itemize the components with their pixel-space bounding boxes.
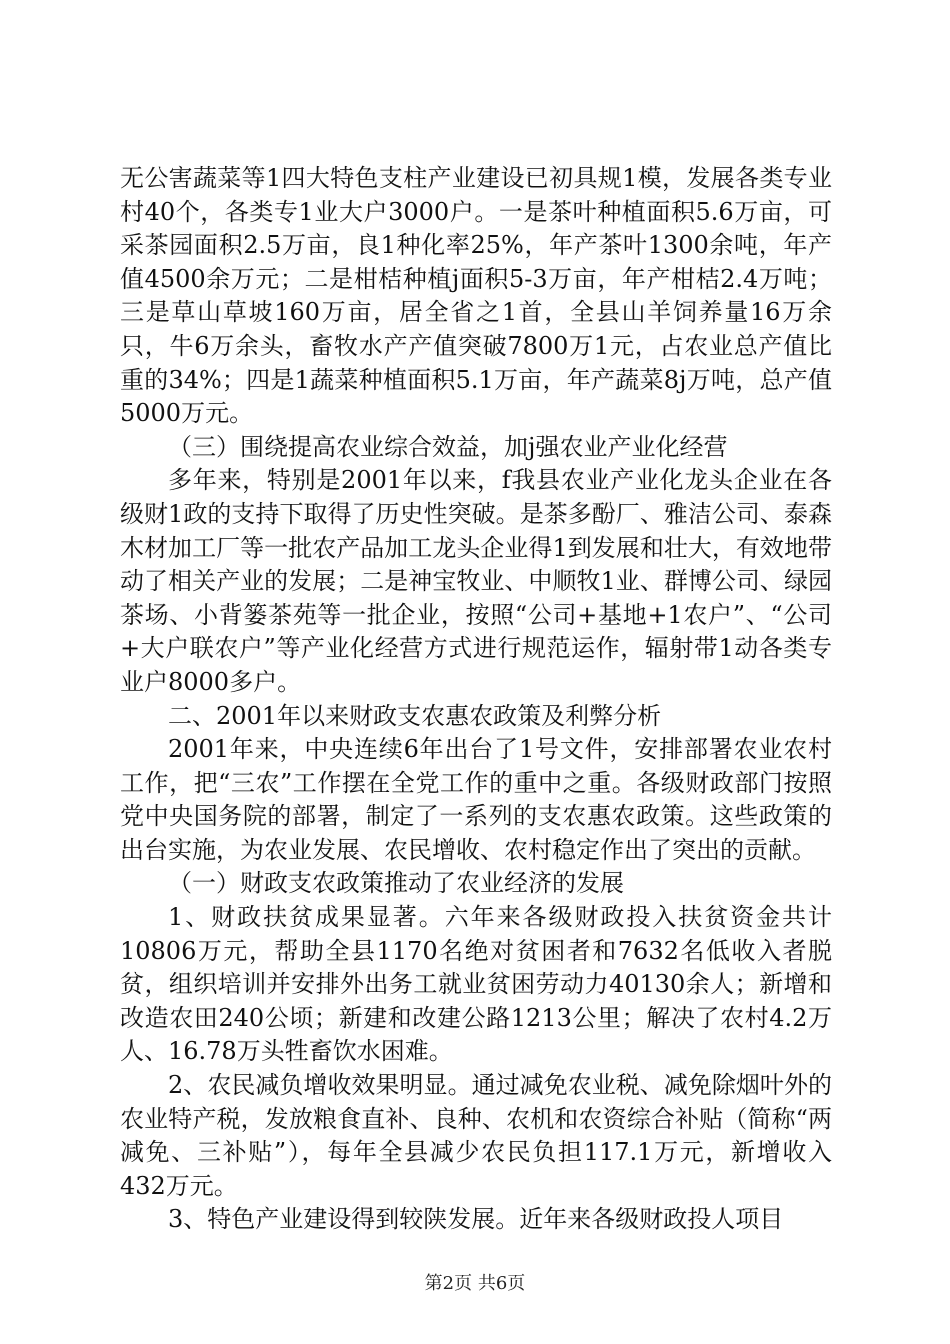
paragraph-3: 2001年来，中央连续6年出台了1号文件，安排部署农业农村工作，把“三农”工作摆在全党工作的重中之重。各级财政部门按照党中央国务院的部署，制定了一系列的支农惠农政策。这些政策的出台实施，为农业发展、农民增收、农村稳定作出了突出的贡献。 (120, 735, 832, 864)
paragraph-5: 2、农民减负增收效果明显。通过减免农业税、减免除烟叶外的农业特产税，发放粮食直补、良种、农机和农资综合补贴（简称“两减免、三补贴”），每年全县减少农民负担117.1万元，新增收入432万元。 (120, 1071, 832, 1200)
paragraph-6: 3、特色产业建设得到较陕发展。近年来各级财政投人项目 (168, 1205, 784, 1234)
paragraph-1: 无公害蔬菜等1四大特色支柱产业建设已初具规1模，发展各类专业村40个，各类专1业大户3000户。一是茶叶种植面积5.6万亩，可采茶园面积2.5万亩，良1种化率25%，年产茶叶1300余吨，年产值4500余万元；二是柑桔种植j面积5-3万亩，年产柑桔2.4万吨；三是草山草坡160万亩，居全省之1首，全县山羊饲养量16万余只，牛6万余头，畜牧水产产值突破7800万1元，占农业总产值比重的34%；四是1蔬菜种植面积5.1万亩，年产蔬菜8j万吨，总产值5000万元。 (120, 164, 832, 428)
paragraph-4: 1、财政扶贫成果显著。六年来各级财政投入扶贫资金共计10806万元，帮助全县1170名绝对贫困者和7632名低收入者脱贫，组织培训并安排外出务工就业贫困劳动力40130余人；新增和改造农田240公顷；新建和改建公路1213公里；解决了农村4.2万人、16.78万头牲畜饮水困难。 (120, 903, 832, 1066)
paragraph-2: 多年来，特别是2001年以来，f我县农业产业化龙头企业在各级财1政的支持下取得了历史性突破。是茶多酚厂、雅洁公司、泰森木材加工厂等一批农产品加工龙头企业得1到发展和壮大，有效地带动了相关产业的发展；二是神宝牧业、中顺牧1业、群博公司、绿园茶场、小背篓茶苑等一批企业，按照“公司+基地+1农户”、“公司+大户联农户”等产业化经营方式进行规范运作，辐射带1动各类专业户8000多户。 (120, 466, 832, 696)
chapter-heading-2: 二、2001年以来财政支农惠农政策及利弊分析 (168, 701, 662, 730)
section-heading-1: （一）财政支农政策推动了农业经济的发展 (168, 869, 624, 898)
document-body (120, 162, 832, 1237)
section-heading-3: （三）围绕提高农业综合效益，加j强农业产业化经营 (168, 432, 728, 461)
page-number-footer: 第2页 共6页 (424, 1273, 526, 1294)
